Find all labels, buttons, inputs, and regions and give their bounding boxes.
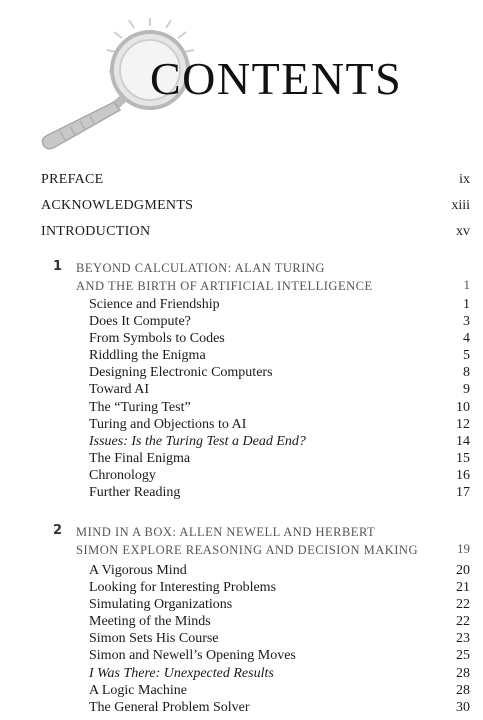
toc-page-number: 23: [456, 631, 470, 647]
chapter-entries: [89, 296, 470, 501]
toc-entry-label: Science and Friendship: [89, 297, 220, 312]
toc-page-number: 21: [456, 580, 470, 596]
toc-entry-label: Turing and Objections to AI: [89, 416, 247, 432]
chapter-page-number: 19: [457, 541, 470, 556]
toc-entry-label: Designing Electronic Computers: [89, 365, 273, 381]
toc-page-number: xv: [456, 224, 470, 239]
page-title: CONTENTS: [150, 53, 403, 104]
toc-entry[interactable]: [89, 579, 470, 596]
toc-entry-label: Does It Compute?: [89, 314, 191, 330]
toc-entry[interactable]: [89, 450, 470, 467]
toc-entry-label: ACKNOWLEDGMENTS: [41, 198, 194, 213]
toc-entry[interactable]: [89, 467, 470, 484]
toc-front-matter-preface[interactable]: [41, 172, 470, 190]
chapter-entries: [89, 562, 470, 716]
toc-page-number: 9: [463, 382, 470, 398]
chapter-page-number: 1: [463, 277, 470, 292]
toc-entry-label: Meeting of the Minds: [89, 614, 211, 630]
toc-page-number: xiii: [451, 198, 470, 213]
toc-entry-label: INTRODUCTION: [41, 224, 151, 239]
toc-entry[interactable]: [89, 630, 470, 647]
toc-entry-label: A Logic Machine: [89, 682, 187, 698]
toc-entry-label: I Was There: Unexpected Results: [89, 665, 274, 681]
toc-entry[interactable]: [89, 399, 470, 416]
toc-entry-label: Looking for Interesting Problems: [89, 580, 277, 596]
toc-entry-label: PREFACE: [41, 172, 104, 187]
toc-entry-label: Riddling the Enigma: [89, 348, 206, 364]
chapter-title-line1: BEYOND CALCULATION: ALAN TURING: [76, 261, 325, 275]
toc-front-matter-introduction[interactable]: [41, 224, 470, 242]
toc-entry[interactable]: [89, 381, 470, 398]
chapter-title-line2: AND THE BIRTH OF ARTIFICIAL INTELLIGENCE: [76, 279, 373, 293]
toc-entry[interactable]: [89, 682, 470, 699]
toc-entry[interactable]: [89, 347, 470, 364]
toc-entry-label: The General Problem Solver: [89, 699, 250, 715]
toc-entry[interactable]: [89, 433, 470, 450]
toc-entry-label: From Symbols to Codes: [89, 331, 225, 347]
toc-entry-label: Toward AI: [89, 382, 150, 398]
chapter-title-line2: SIMON EXPLORE REASONING AND DECISION MAKING: [76, 543, 418, 557]
toc-page-number: 28: [456, 665, 470, 681]
toc-front-matter-acknowledgments[interactable]: [41, 198, 470, 216]
toc-entry-label: Simon Sets His Course: [89, 631, 219, 647]
chapter-number: 1: [53, 259, 63, 274]
toc-page-number: 28: [456, 682, 470, 698]
chapter-title[interactable]: [76, 259, 470, 295]
toc-entry-label: Issues: Is the Turing Test a Dead End?: [89, 433, 306, 449]
toc-page-number: 12: [456, 416, 470, 432]
toc-page-number: 17: [456, 485, 470, 501]
chapter-title-line1: MIND IN A BOX: ALLEN NEWELL AND HERBERT: [76, 525, 376, 539]
toc-page-number: 10: [456, 399, 470, 415]
toc-page-number: 3: [463, 314, 470, 330]
toc-entry[interactable]: [89, 699, 470, 716]
toc-page-number: 22: [456, 597, 470, 613]
toc-entry[interactable]: [89, 562, 470, 579]
toc-page-number: ix: [459, 172, 470, 187]
toc-entry-label: Simon and Newell’s Opening Moves: [89, 648, 296, 664]
toc-page-number: 15: [456, 450, 470, 466]
toc-entry[interactable]: [89, 330, 470, 347]
chapter-title[interactable]: [76, 523, 470, 559]
toc-entry-label: Simulating Organizations: [89, 597, 233, 613]
toc-page-number: 14: [456, 433, 470, 449]
toc-entry-label: The “Turing Test”: [89, 399, 191, 415]
toc-page-number: 22: [456, 614, 470, 630]
toc-page-number: 1: [463, 297, 470, 312]
toc-page-number: 4: [463, 331, 470, 347]
toc-entry-label: Chronology: [89, 467, 156, 483]
toc-entry-label: Further Reading: [89, 485, 181, 501]
toc-entry[interactable]: [89, 313, 470, 330]
toc-page-number: 16: [456, 467, 470, 483]
toc-entry[interactable]: [89, 596, 470, 613]
toc-page-number: 30: [456, 699, 470, 715]
toc-entry-label: The Final Enigma: [89, 450, 191, 466]
toc-page-number: 25: [456, 648, 470, 664]
toc-page-number: 8: [463, 365, 470, 381]
toc-entry-label: A Vigorous Mind: [89, 563, 187, 578]
toc-entry[interactable]: [89, 613, 470, 630]
toc-entry[interactable]: [89, 416, 470, 433]
toc-entry[interactable]: [89, 364, 470, 381]
toc-entry[interactable]: [89, 665, 470, 682]
chapter-number: 2: [53, 523, 63, 538]
toc-page-number: 20: [456, 563, 470, 578]
toc-entry[interactable]: [89, 647, 470, 664]
toc-entry[interactable]: [89, 296, 470, 313]
toc-entry[interactable]: [89, 484, 470, 501]
toc-page-number: 5: [463, 348, 470, 364]
